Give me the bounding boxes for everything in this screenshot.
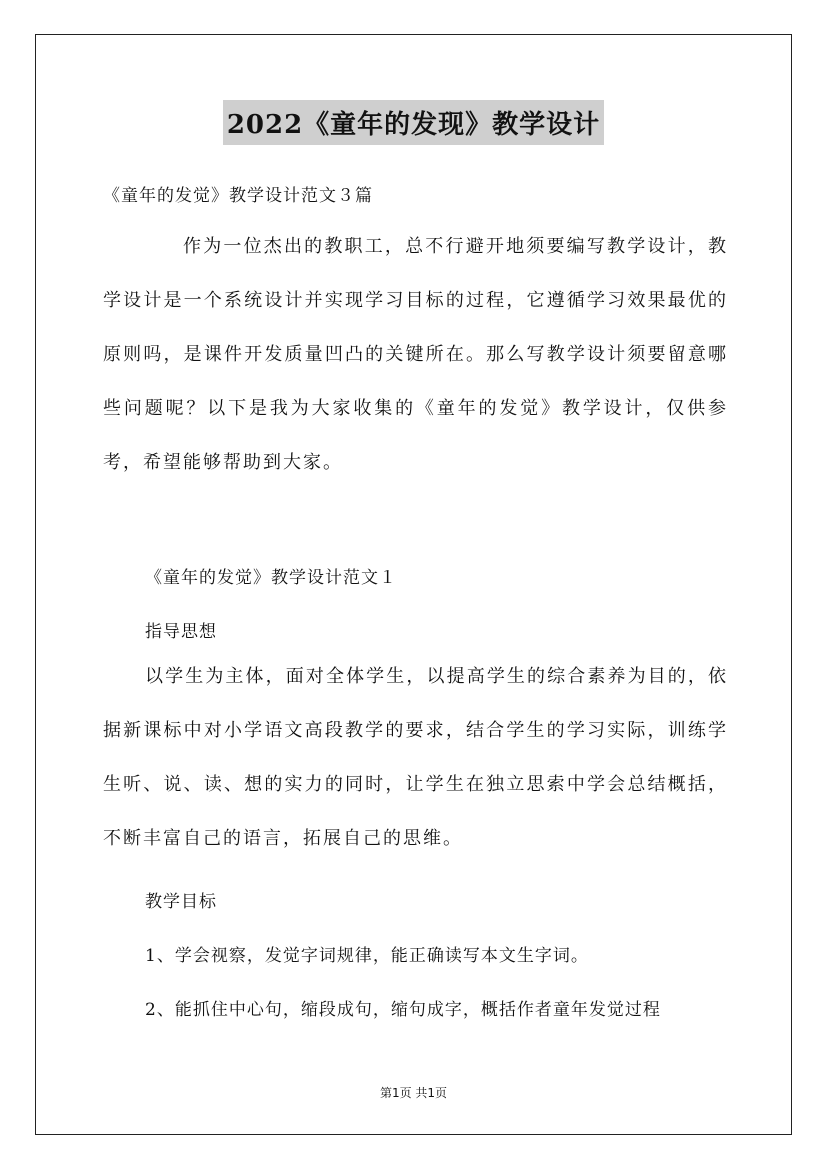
intro-paragraph: 作为一位杰出的教职工，总不行避开地须要编写教学设计，教学设计是一个系统设计并实现学习目标的过程，它遵循学习效果最优的原则吗，是课件开发质量凹凸的关键所在。那么写教学设计须要留意哪些问题呢？以下是我为大家收集的《童年的发觉》教学设计，仅供参考，希望能够帮助到大家。 <box>103 236 728 473</box>
document-subtitle: 《童年的发觉》教学设计范文３篇 <box>103 186 373 206</box>
document-title: 2022《童年的发现》教学设计 <box>223 100 604 145</box>
guiding-paragraph: 以学生为主体，面对全体学生，以提高学生的综合素养为目的，依据新课标中对小学语文高段教学的要求，结合学生的学习实际，训练学生听、说、读、想的实力的同时，让学生在独立思索中学会总结概括，不断丰富自己的语言，拓展自己的思维。 <box>103 666 728 849</box>
section-title: 《童年的发觉》教学设计范文１ <box>145 568 397 588</box>
goal-item-1: 1、学会视察，发觉字词规律，能正确读写本文生字词。 <box>145 946 589 966</box>
heading-guiding-thought: 指导思想 <box>145 622 217 642</box>
title-container <box>0 100 827 145</box>
page-footer: 第1页 共1页 <box>379 1086 448 1100</box>
heading-teaching-goals: 教学目标 <box>145 892 217 912</box>
goal-item-2: 2、能抓住中心句，缩段成句，缩句成字，概括作者童年发觉过程 <box>145 1000 661 1020</box>
